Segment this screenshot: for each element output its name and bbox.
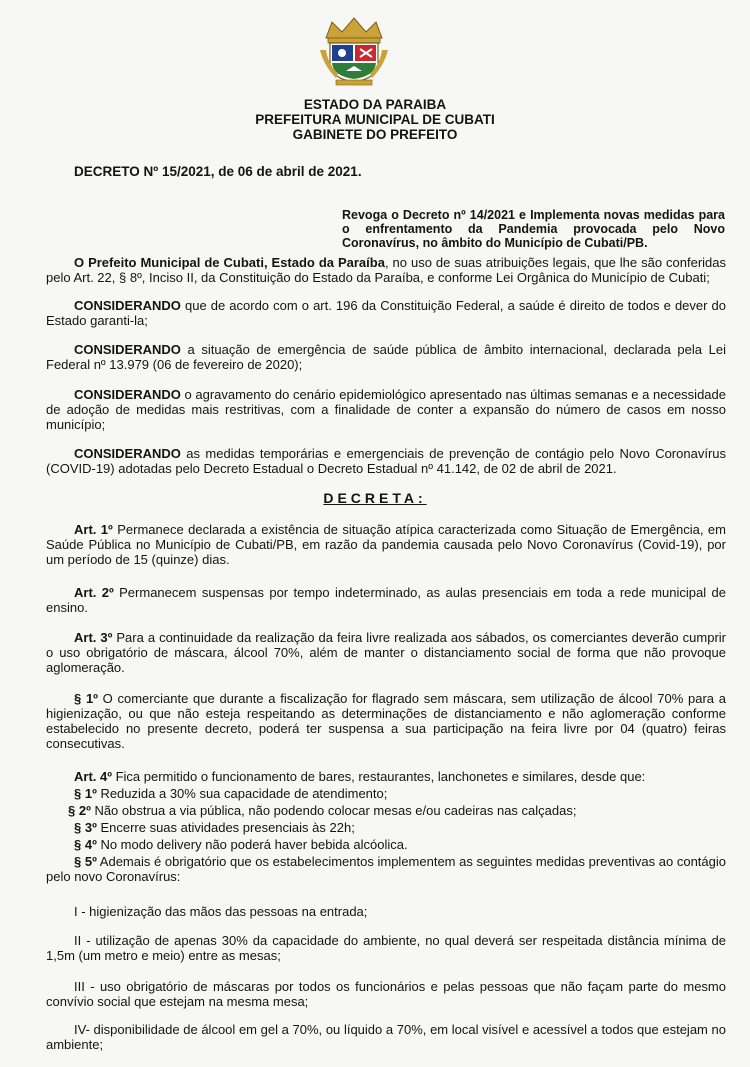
paragraph-text: Reduzida a 30% sua capacidade de atendimento; [96,786,388,801]
article-4-paragraph-4 [74,837,408,852]
paragraph-label: § 2º [68,803,91,818]
paragraph-text: Encerre suas atividades presenciais às 22h; [96,820,355,835]
considerando-label: CONSIDERANDO [74,298,181,313]
paragraph-text: No modo delivery não poderá haver bebida alcóolica. [96,837,408,852]
inciso-3: III - uso obrigatório de máscaras por todos os funcionários e pelas pessoas que não façam parte do mesmo convívio social que estejam na mesma mesa; [46,979,726,1009]
article-text: Fica permitido o funcionamento de bares, restaurantes, lanchonetes e similares, desde que: [111,769,646,784]
article-4 [74,769,645,784]
considerando-label: CONSIDERANDO [74,387,181,402]
considerando-text: as medidas temporárias e emergenciais de prevenção de contágio pelo Novo Coronavírus (COVID-19) adotadas pelo Decreto Estadual o Decreto Estadual nº 41.142, de 02 de abril de 2021. [46,446,726,476]
article-text: Para a continuidade da realização da feira livre realizada aos sábados, os comerciantes deverão cumprir o uso obrigatório de máscara, álcool 70%, além de manter o distanciamento social de forma que não provoque aglomeração. [46,630,726,675]
inciso-2: II - utilização de apenas 30% da capacidade do ambiente, no qual deverá ser respeitada distância mínima de 1,5m (um metro e meio) entre as mesas; [46,933,726,963]
article-3-paragraph-1 [46,691,726,751]
decreta-heading: DECRETA: [323,490,427,506]
paragraph-label: § 3º [74,820,97,835]
article-4-paragraph-1 [74,786,387,801]
inciso-1: I - higienização das mãos das pessoas na entrada; [74,904,368,919]
paragraph-label: § 1º [74,691,98,706]
article-1 [46,522,726,567]
considerando-label: CONSIDERANDO [74,446,181,461]
article-label: Art. 3º [74,630,113,645]
letterhead-gabinete: GABINETE DO PREFEITO [292,127,458,142]
considerando-1 [46,298,726,328]
considerando-text: que de acordo com o art. 196 da Constituição Federal, a saúde é direito de todos e dever do Estado garanti-la; [46,298,726,328]
letterhead-prefeitura: PREFEITURA MUNICIPAL DE CUBATI [255,112,495,127]
letterhead [0,97,750,142]
paragraph-label: § 4º [74,837,97,852]
paragraph-label: § 5º [74,854,97,869]
considerando-4 [46,446,726,476]
article-4-paragraph-5 [46,854,726,884]
considerando-3 [46,387,726,432]
article-4-paragraph-3 [74,820,355,835]
preamble-text: , no uso de suas atribuições legais, que lhe são conferidas pelo Art. 22, § 8º, Inciso II, da Constituição do Estado da Paraíba, e conforme Lei Orgânica do Município de Cubati; [46,255,727,285]
municipal-crest-icon [318,16,390,86]
article-2 [46,585,726,615]
letterhead-state: ESTADO DA PARAIBA [303,97,447,112]
considerando-label: CONSIDERANDO [74,342,181,357]
article-label: Art. 2º [74,585,114,600]
paragraph-text: Não obstrua a via pública, não podendo colocar mesas e/ou cadeiras nas calçadas; [90,803,577,818]
article-label: Art. 1º [74,522,113,537]
article-text: Permanecem suspensas por tempo indeterminado, as aulas presenciais em toda a rede municipal de ensino. [46,585,726,615]
considerando-text: a situação de emergência de saúde pública de âmbito internacional, declarada pela Lei Federal nº 13.979 (06 de fevereiro de 2020); [46,342,726,372]
article-text: Permanece declarada a existência de situação atípica caracterizada como Situação de Emergência, em Saúde Pública no Município de Cubati/PB, em razão da pandemia causada pelo Novo Coronavírus (Covid-19), por um período de 15 (quinze) dias. [46,522,726,567]
article-3 [46,630,726,675]
paragraph-text: Ademais é obrigatório que os estabelecimentos implementem as seguintes medidas preventivas ao contágio pelo novo Coronavírus: [46,854,726,884]
inciso-4: IV- disponibilidade de álcool em gel a 70%, ou líquido a 70%, em local visível e acessível a todos que estejam no ambiente; [46,1022,726,1052]
paragraph-text: O comerciante que durante a fiscalização for flagrado sem máscara, sem utilização de álcool 70% para a higienização, ou que não esteja respeitando as determinações de distanciamento e não aglomeração conforme estabelecido no presente decreto, poderá ter suspensa a sua participação na feira livre por 04 (quatro) feiras consecutivas. [46,691,726,751]
considerando-text: o agravamento do cenário epidemiológico apresentado nas últimas semanas e a necessidade de adoção de medidas mais restritivas, com a finalidade de conter a expansão do número de casos em nosso município; [46,387,726,432]
article-4-paragraph-2 [68,803,576,818]
paragraph-label: § 1º [74,786,97,801]
decree-ementa: Revoga o Decreto nº 14/2021 e Implementa novas medidas para o enfrentamento da Pandemia provocada pelo Novo Coronavírus, no âmbito do Município de Cubati/PB. [342,207,725,250]
preamble [46,255,726,285]
preamble-bold: O Prefeito Municipal de Cubati, Estado da Paraíba [74,255,385,270]
considerando-2 [46,342,726,372]
decree-title: DECRETO Nº 15/2021, de 06 de abril de 2021. [74,164,362,179]
article-label: Art. 4º [74,769,112,784]
